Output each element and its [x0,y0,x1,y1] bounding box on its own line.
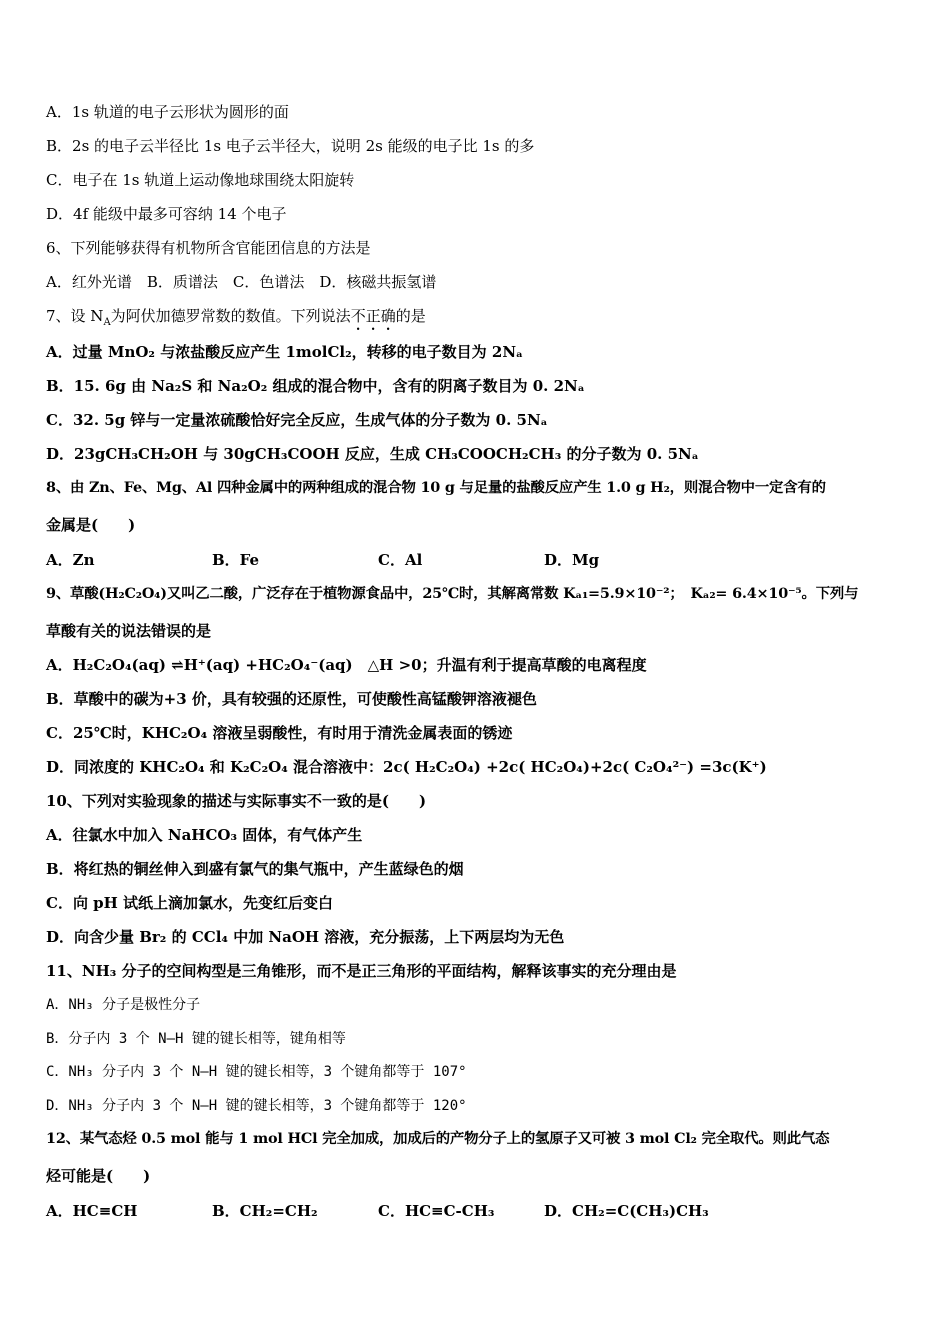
q9-option-d: D．同浓度的 KHC₂O₄ 和 K₂C₂O₄ 混合溶液中：2c( H₂C₂O₄) +2c( HC₂O₄)+2c( C₂O₄²⁻) =3c(K⁺) [46,758,767,776]
q7-stem-post: 的是 [395,307,426,325]
q7-option-c: C．32. 5g 锌与一定量浓硫酸恰好完全反应，生成气体的分子数为 0. 5Nₐ [46,411,548,429]
q11-option-c: C．NH₃ 分子内 3 个 N—H 键的键长相等，3 个键角都等于 107° [46,1064,467,1080]
q8-option-b: B．Fe [212,551,260,569]
q8-option-d: D．Mg [544,551,600,569]
q8-options [46,550,916,570]
q10-option-c: C．向 pH 试纸上滴加氯水，先变红后变白 [46,894,334,912]
q5-option-c: C．电子在 1s 轨道上运动像地球围绕太阳旋转 [46,171,355,189]
q9-option-a: A．H₂C₂O₄(aq) ⇌H⁺(aq) +HC₂O₄⁻(aq) △H >0；升温有利于提高草酸的电离程度 [46,656,647,674]
q5-option-b: B．2s 的电子云半径比 1s 电子云半径大，说明 2s 能级的电子比 1s 的多 [46,137,535,155]
q6-stem: 6、下列能够获得有机物所含官能团信息的方法是 [46,239,371,257]
q11-option-d: D．NH₃ 分子内 3 个 N—H 键的键长相等，3 个键角都等于 120° [46,1098,467,1114]
q8-stem-line1: 8、由 Zn、Fe、Mg、Al 四种金属中的两种组成的混合物 10 g 与足量的盐酸反应产生 1.0 g H₂，则混合物中一定含有的 [46,479,826,496]
q7-option-b: B．15. 6g 由 Na₂S 和 Na₂O₂ 组成的混合物中，含有的阴离子数目为 0. 2Nₐ [46,377,585,395]
q7-stem-pre: 7、设 N [46,307,104,325]
q8-stem-line2: 金属是( ) [46,516,136,534]
q7-stem-emphasis: 不正确 [350,307,396,325]
q10-stem: 10、下列对实验现象的描述与实际事实不一致的是( ) [46,792,427,810]
q12-option-c: C．HC≡C-CH₃ [378,1202,495,1220]
q7-stem-sub: A [103,317,111,328]
q12-options [46,1201,916,1221]
q8-option-a: A．Zn [46,551,95,569]
q12-stem-line1: 12、某气态烃 0.5 mol 能与 1 mol HCl 完全加成，加成后的产物分子上的氢原子又可被 3 mol Cl₂ 完全取代。则此气态 [46,1130,830,1147]
q10-option-a: A．往氯水中加入 NaHCO₃ 固体，有气体产生 [46,826,363,844]
q12-stem-line2: 烃可能是( ) [46,1167,151,1185]
q7-option-d: D．23gCH₃CH₂OH 与 30gCH₃COOH 反应，生成 CH₃COOCH₂CH₃ 的分子数为 0. 5Nₐ [46,445,699,463]
q9-option-b: B．草酸中的碳为+3 价，具有较强的还原性，可使酸性高锰酸钾溶液褪色 [46,690,537,708]
q5-option-a: A．1s 轨道的电子云形状为圆形的面 [46,103,289,121]
q7-stem-mid: 为阿伏加德罗常数的数值。下列说法 [110,307,351,325]
q11-stem: 11、NH₃ 分子的空间构型是三角锥形，而不是正三角形的平面结构，解释该事实的充分理由是 [46,962,677,980]
q6-options: A．红外光谱 B．质谱法 C．色谱法 D．核磁共振氢谱 [46,273,437,291]
q7-option-a: A．过量 MnO₂ 与浓盐酸反应产生 1molCl₂，转移的电子数目为 2Nₐ [46,343,524,361]
q11-option-a: A．NH₃ 分子是极性分子 [46,997,201,1013]
q12-option-a: A．HC≡CH [46,1202,138,1220]
q7-stem [46,306,916,334]
q12-option-d: D．CH₂=C(CH₃)CH₃ [544,1202,709,1220]
q9-option-c: C．25℃时，KHC₂O₄ 溶液呈弱酸性，有时用于清洗金属表面的锈迹 [46,724,513,742]
q10-option-d: D．向含少量 Br₂ 的 CCl₄ 中加 NaOH 溶液，充分振荡，上下两层均为无色 [46,928,565,946]
q10-option-b: B．将红热的铜丝伸入到盛有氯气的集气瓶中，产生蓝绿色的烟 [46,860,464,878]
q5-option-d: D．4f 能级中最多可容纳 14 个电子 [46,205,287,223]
q9-stem-line2: 草酸有关的说法错误的是 [46,622,212,640]
q12-option-b: B．CH₂=CH₂ [212,1202,318,1220]
q8-option-c: C．Al [378,551,423,569]
q11-option-b: B．分子内 3 个 N—H 键的键长相等，键角相等 [46,1031,346,1047]
q9-stem-line1: 9、草酸(H₂C₂O₄)又叫乙二酸，广泛存在于植物源食品中，25℃时，其解离常数 Kₐ₁=5.9×10⁻²； Kₐ₂= 6.4×10⁻⁵。下列与 [46,585,859,602]
